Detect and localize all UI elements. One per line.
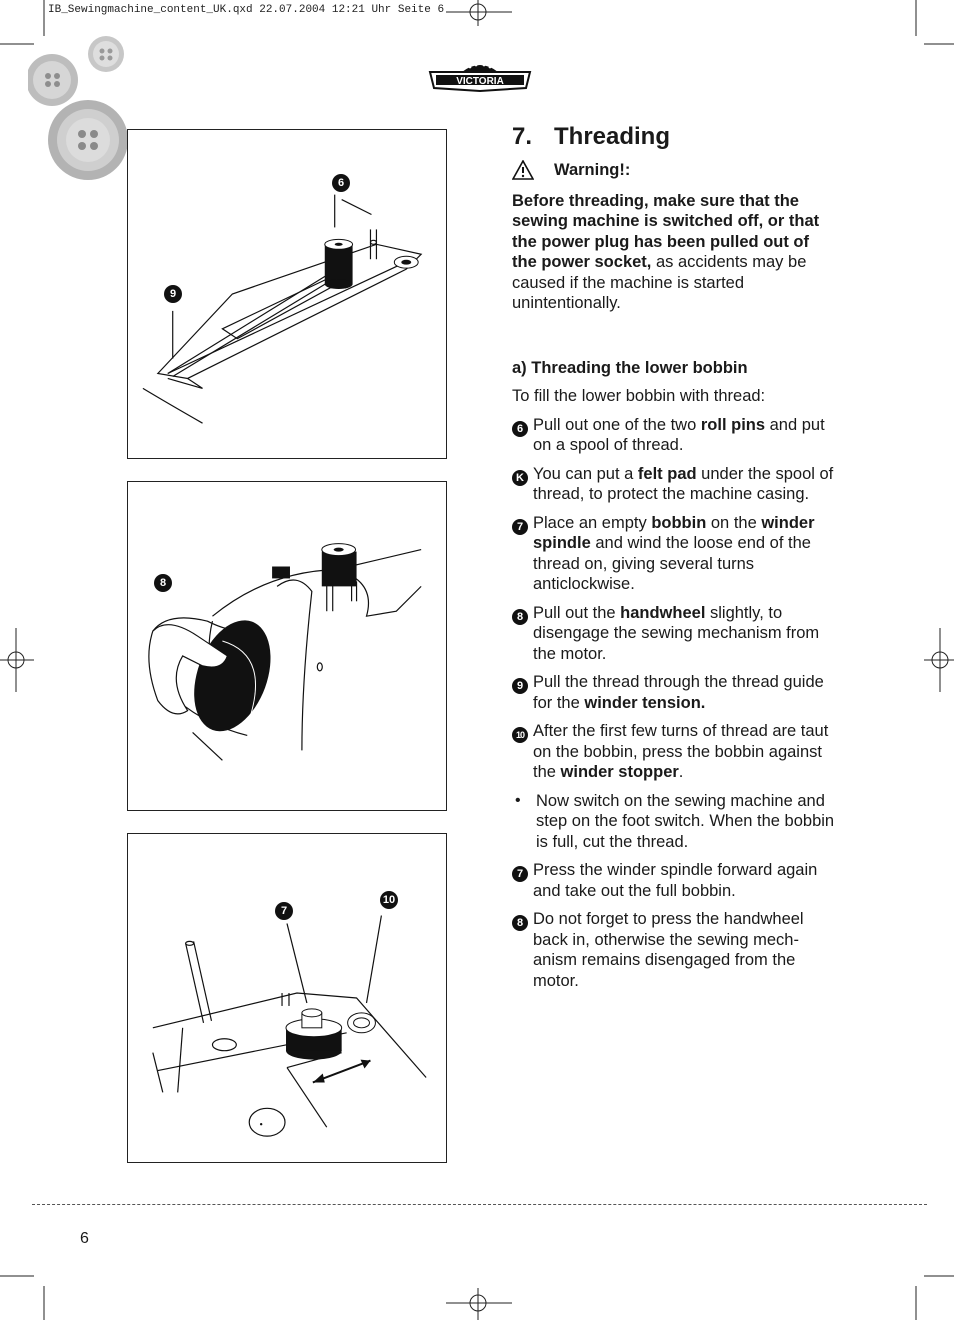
subsection-title: a) Threading the lower bobbin — [512, 358, 748, 377]
print-header-info: IB_Sewingmachine_content_UK.qxd 22.07.2004 12:21 Uhr Seite 6 — [48, 4, 445, 16]
step-text: Pull out one of the two — [533, 415, 701, 434]
warning-paragraph — [512, 191, 837, 314]
step-felt-pad — [512, 464, 837, 505]
figure-bobbin-winder — [127, 833, 447, 1163]
step-roll-pins — [512, 415, 837, 456]
section-title — [512, 122, 837, 152]
step-marker: 10 — [512, 727, 528, 743]
step-thread-guide — [512, 672, 837, 713]
step-marker: 7 — [512, 866, 528, 882]
step-text: and wind the loose end of the thread on, giving several turns anticlockwise. — [533, 534, 811, 593]
step-text: slightly, to disengage the sewing mechanism from the motor. — [533, 603, 820, 663]
victoria-logo — [426, 60, 534, 92]
step-emphasis: roll pins — [700, 415, 766, 434]
subsection-lead: To fill the lower bobbin with thread: — [512, 387, 766, 405]
logo-text: VICTORIA — [456, 76, 504, 87]
section-title-text: Threading — [554, 123, 671, 150]
step-text: under the spool of thread, to protect the machine casing. — [533, 464, 834, 503]
figure-spool-thread-guide — [127, 129, 447, 459]
step-text: Pull the thread through the thread guide for the — [533, 673, 824, 712]
section-number: 7. — [512, 123, 533, 150]
threading-instructions — [512, 122, 837, 999]
step-press-handwheel — [512, 909, 837, 991]
step-text: . — [678, 763, 684, 781]
step-text: After the first few turns of thread are taut on the bobbin, press the bobbin against the — [533, 722, 829, 781]
step-emphasis: winder spindle — [533, 513, 815, 552]
step-text: Now switch on the sewing machine and step on the foot switch. When the bobbin is full, cut the thread. — [536, 791, 835, 851]
step-winder-stopper — [512, 721, 837, 783]
step-emphasis: winder stopper — [560, 763, 679, 781]
figure-label-9: 9 — [164, 285, 182, 303]
step-text: Place an empty — [533, 513, 652, 532]
step-marker: 7 — [512, 519, 528, 535]
step-text: Do not forget to press the handwheel back in, otherwise the sewing mech-anism remains disengaged from the motor. — [533, 910, 804, 990]
figure-label-6: 6 — [332, 174, 350, 192]
figure-handwheel — [127, 481, 447, 811]
figure-label-7: 7 — [275, 902, 293, 920]
warning-rest-text: as accidents may be caused if the machine is started unintentionally. — [512, 253, 807, 312]
step-marker: 9 — [512, 678, 528, 694]
step-text: on the — [706, 513, 762, 532]
step-text: Press the winder spindle forward again and take out the full bobbin. — [533, 861, 818, 900]
step-text: You can put a — [533, 464, 638, 483]
step-marker: 6 — [512, 421, 528, 437]
step-text: and put on a spool of thread. — [533, 415, 825, 454]
step-handwheel — [512, 603, 837, 665]
warning-heading — [512, 160, 837, 181]
warning-bold-text: Before threading, make sure that the sewing machine is switched off, or that the power plug has been pulled out of the power socket, — [512, 191, 820, 271]
step-text: Pull out the — [533, 603, 621, 622]
footer-divider — [32, 1204, 927, 1205]
bullet-marker: • — [515, 791, 521, 809]
step-marker: 8 — [512, 915, 528, 931]
step-marker: K — [512, 470, 528, 486]
warning-label: Warning!: — [554, 161, 631, 179]
step-marker: 8 — [512, 609, 528, 625]
step-bobbin-winder — [512, 513, 837, 595]
step-emphasis: winder tension. — [584, 693, 706, 712]
step-emphasis: bobbin — [651, 513, 707, 532]
decorative-buttons-image — [28, 34, 132, 184]
step-emphasis: felt pad — [637, 464, 697, 483]
warning-triangle-icon — [512, 160, 534, 180]
step-emphasis: handwheel — [620, 603, 706, 622]
page-number: 6 — [80, 1230, 89, 1247]
figure-label-10: 10 — [380, 891, 398, 909]
step-remove-bobbin — [512, 860, 837, 901]
step-switch-on — [512, 791, 837, 853]
figure-label-8: 8 — [154, 574, 172, 592]
